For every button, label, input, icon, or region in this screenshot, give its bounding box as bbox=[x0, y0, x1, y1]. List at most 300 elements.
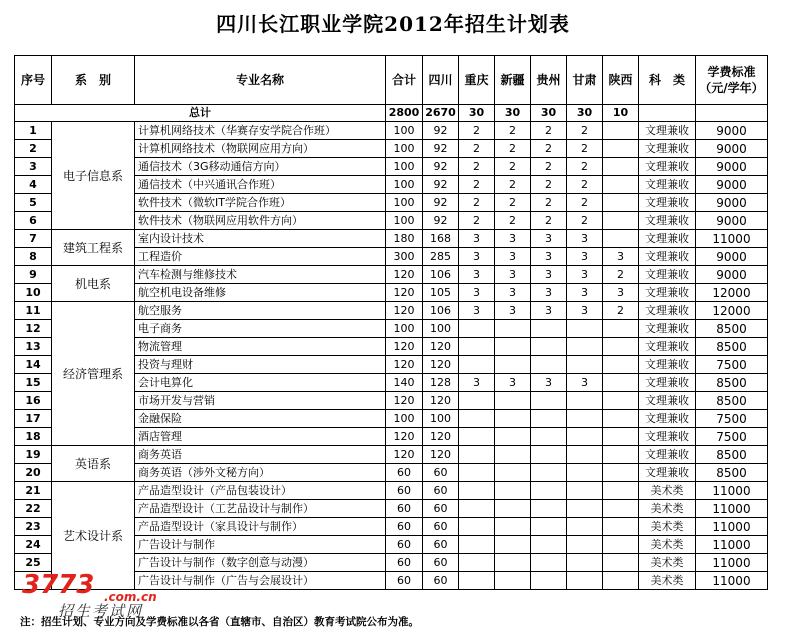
cell-major: 市场开发与营销 bbox=[135, 392, 386, 410]
cell-shaanxi bbox=[603, 410, 639, 428]
cell-guizhou: 2 bbox=[531, 122, 567, 140]
footnote: 注：招生计划、专业方向及学费标准以各省（直辖市、自治区）教育考试院公布为准。 bbox=[20, 616, 419, 628]
cell-major: 电子商务 bbox=[135, 320, 386, 338]
cell-fee: 7500 bbox=[696, 356, 768, 374]
cell-category: 文理兼收 bbox=[639, 122, 696, 140]
cell-shaanxi bbox=[603, 140, 639, 158]
table-row bbox=[15, 122, 768, 140]
cell-chongqing: 2 bbox=[459, 122, 495, 140]
cell-seq: 18 bbox=[15, 428, 52, 446]
cell-total: 120 bbox=[386, 356, 423, 374]
cell-chongqing: 3 bbox=[459, 374, 495, 392]
cell-guizhou bbox=[531, 482, 567, 500]
cell-gansu bbox=[567, 392, 603, 410]
cell-department: 建筑工程系 bbox=[52, 230, 135, 266]
enrollment-plan-table bbox=[14, 55, 768, 590]
cell-gansu bbox=[567, 536, 603, 554]
cell-seq: 8 bbox=[15, 248, 52, 266]
cell-sichuan: 106 bbox=[423, 302, 459, 320]
cell-seq: 21 bbox=[15, 482, 52, 500]
cell-total: 100 bbox=[386, 140, 423, 158]
cell-seq: 25 bbox=[15, 554, 52, 572]
cell-fee: 11000 bbox=[696, 230, 768, 248]
cell-fee: 11000 bbox=[696, 554, 768, 572]
header-major: 专业名称 bbox=[135, 56, 386, 105]
cell-sichuan: 100 bbox=[423, 320, 459, 338]
cell-major: 酒店管理 bbox=[135, 428, 386, 446]
cell-fee: 11000 bbox=[696, 482, 768, 500]
cell-shaanxi bbox=[603, 446, 639, 464]
cell-shaanxi: 2 bbox=[603, 302, 639, 320]
cell-sichuan: 92 bbox=[423, 122, 459, 140]
cell-gansu: 3 bbox=[567, 302, 603, 320]
cell-gansu: 2 bbox=[567, 158, 603, 176]
cell-fee: 9000 bbox=[696, 158, 768, 176]
cell-seq: 14 bbox=[15, 356, 52, 374]
cell-major: 航空服务 bbox=[135, 302, 386, 320]
table-row bbox=[15, 446, 768, 464]
header-sichuan: 四川 bbox=[423, 56, 459, 105]
cell-xinjiang: 3 bbox=[495, 302, 531, 320]
cell-sichuan: 92 bbox=[423, 194, 459, 212]
cell-total: 60 bbox=[386, 464, 423, 482]
cell-shaanxi bbox=[603, 176, 639, 194]
cell-guizhou bbox=[531, 536, 567, 554]
cell-xinjiang bbox=[495, 392, 531, 410]
cell-fee: 9000 bbox=[696, 266, 768, 284]
cell-xinjiang bbox=[495, 500, 531, 518]
cell-guizhou bbox=[531, 410, 567, 428]
cell-seq: 13 bbox=[15, 338, 52, 356]
cell-chongqing: 2 bbox=[459, 140, 495, 158]
cell-gansu bbox=[567, 572, 603, 590]
site-logo-watermark bbox=[22, 570, 94, 600]
cell-guizhou: 3 bbox=[531, 248, 567, 266]
header-seq: 序号 bbox=[15, 56, 52, 105]
cell-guizhou bbox=[531, 500, 567, 518]
cell-fee: 9000 bbox=[696, 212, 768, 230]
cell-chongqing: 3 bbox=[459, 230, 495, 248]
cell-chongqing bbox=[459, 536, 495, 554]
cell-category: 文理兼收 bbox=[639, 338, 696, 356]
cell-total: 120 bbox=[386, 284, 423, 302]
cell-seq: 5 bbox=[15, 194, 52, 212]
cell-xinjiang bbox=[495, 356, 531, 374]
cell-xinjiang bbox=[495, 446, 531, 464]
header-gansu: 甘肃 bbox=[567, 56, 603, 105]
header-total: 合计 bbox=[386, 56, 423, 105]
cell-total: 100 bbox=[386, 122, 423, 140]
total-guizhou: 30 bbox=[531, 105, 567, 122]
cell-seq: 22 bbox=[15, 500, 52, 518]
cell-chongqing bbox=[459, 518, 495, 536]
total-label: 总计 bbox=[15, 105, 386, 122]
cell-major: 产品造型设计（工艺品设计与制作） bbox=[135, 500, 386, 518]
table-row bbox=[15, 302, 768, 320]
table-row bbox=[15, 266, 768, 284]
cell-shaanxi bbox=[603, 482, 639, 500]
cell-xinjiang bbox=[495, 464, 531, 482]
cell-gansu bbox=[567, 446, 603, 464]
cell-sichuan: 128 bbox=[423, 374, 459, 392]
cell-chongqing bbox=[459, 446, 495, 464]
cell-major: 产品造型设计（家具设计与制作） bbox=[135, 518, 386, 536]
cell-guizhou bbox=[531, 446, 567, 464]
cell-category: 文理兼收 bbox=[639, 140, 696, 158]
cell-sichuan: 60 bbox=[423, 536, 459, 554]
cell-category: 文理兼收 bbox=[639, 356, 696, 374]
cell-xinjiang: 2 bbox=[495, 140, 531, 158]
cell-category: 文理兼收 bbox=[639, 194, 696, 212]
cell-seq: 9 bbox=[15, 266, 52, 284]
total-fee bbox=[696, 105, 768, 122]
cell-sichuan: 105 bbox=[423, 284, 459, 302]
cell-guizhou bbox=[531, 428, 567, 446]
cell-total: 60 bbox=[386, 572, 423, 590]
cell-department: 电子信息系 bbox=[52, 122, 135, 230]
cell-chongqing: 2 bbox=[459, 194, 495, 212]
cell-department: 英语系 bbox=[52, 446, 135, 482]
cell-chongqing: 2 bbox=[459, 158, 495, 176]
cell-chongqing bbox=[459, 356, 495, 374]
cell-seq: 16 bbox=[15, 392, 52, 410]
cell-chongqing: 2 bbox=[459, 176, 495, 194]
cell-shaanxi bbox=[603, 554, 639, 572]
cell-xinjiang: 2 bbox=[495, 212, 531, 230]
cell-gansu: 3 bbox=[567, 248, 603, 266]
cell-shaanxi bbox=[603, 464, 639, 482]
cell-sichuan: 168 bbox=[423, 230, 459, 248]
cell-seq: 6 bbox=[15, 212, 52, 230]
cell-major: 广告设计与制作 bbox=[135, 536, 386, 554]
table-header-row bbox=[15, 56, 768, 105]
cell-seq: 10 bbox=[15, 284, 52, 302]
cell-fee: 9000 bbox=[696, 194, 768, 212]
cell-gansu bbox=[567, 356, 603, 374]
cell-sichuan: 92 bbox=[423, 158, 459, 176]
cell-chongqing bbox=[459, 320, 495, 338]
cell-total: 60 bbox=[386, 554, 423, 572]
cell-seq: 17 bbox=[15, 410, 52, 428]
cell-seq: 2 bbox=[15, 140, 52, 158]
cell-fee: 8500 bbox=[696, 320, 768, 338]
cell-xinjiang bbox=[495, 572, 531, 590]
cell-major: 通信技术（3G移动通信方向） bbox=[135, 158, 386, 176]
cell-chongqing bbox=[459, 410, 495, 428]
cell-category: 文理兼收 bbox=[639, 158, 696, 176]
cell-chongqing bbox=[459, 482, 495, 500]
cell-category: 文理兼收 bbox=[639, 374, 696, 392]
cell-category: 美术类 bbox=[639, 500, 696, 518]
cell-total: 100 bbox=[386, 176, 423, 194]
header-fee: 学费标准（元/学年） bbox=[696, 56, 768, 105]
cell-category: 文理兼收 bbox=[639, 320, 696, 338]
cell-seq: 19 bbox=[15, 446, 52, 464]
cell-major: 广告设计与制作（数字创意与动漫） bbox=[135, 554, 386, 572]
cell-category: 文理兼收 bbox=[639, 302, 696, 320]
cell-fee: 11000 bbox=[696, 536, 768, 554]
cell-total: 60 bbox=[386, 482, 423, 500]
cell-xinjiang: 2 bbox=[495, 122, 531, 140]
cell-sichuan: 120 bbox=[423, 446, 459, 464]
cell-major: 软件技术（微软IT学院合作班） bbox=[135, 194, 386, 212]
cell-gansu bbox=[567, 428, 603, 446]
cell-total: 60 bbox=[386, 500, 423, 518]
cell-guizhou bbox=[531, 518, 567, 536]
cell-total: 120 bbox=[386, 302, 423, 320]
cell-xinjiang bbox=[495, 554, 531, 572]
cell-total: 120 bbox=[386, 392, 423, 410]
cell-guizhou bbox=[531, 338, 567, 356]
cell-xinjiang bbox=[495, 410, 531, 428]
cell-shaanxi bbox=[603, 428, 639, 446]
cell-major: 航空机电设备维修 bbox=[135, 284, 386, 302]
cell-fee: 11000 bbox=[696, 500, 768, 518]
cell-guizhou bbox=[531, 392, 567, 410]
cell-category: 文理兼收 bbox=[639, 248, 696, 266]
cell-total: 100 bbox=[386, 410, 423, 428]
table-row bbox=[15, 230, 768, 248]
cell-major: 软件技术（物联网应用软件方向） bbox=[135, 212, 386, 230]
cell-sichuan: 285 bbox=[423, 248, 459, 266]
cell-department: 艺术设计系 bbox=[52, 482, 135, 590]
cell-fee: 7500 bbox=[696, 410, 768, 428]
cell-gansu bbox=[567, 482, 603, 500]
cell-xinjiang: 3 bbox=[495, 284, 531, 302]
cell-seq: 24 bbox=[15, 536, 52, 554]
watermark-logo: 3773 bbox=[22, 570, 95, 600]
cell-major: 通信技术（中兴通讯合作班） bbox=[135, 176, 386, 194]
total-row bbox=[15, 105, 768, 122]
cell-seq: 15 bbox=[15, 374, 52, 392]
watermark-domain: .com.cn bbox=[104, 590, 157, 604]
header-dept: 系 别 bbox=[52, 56, 135, 105]
total-shaanxi: 10 bbox=[603, 105, 639, 122]
cell-fee: 8500 bbox=[696, 374, 768, 392]
cell-xinjiang: 2 bbox=[495, 176, 531, 194]
cell-shaanxi bbox=[603, 518, 639, 536]
cell-shaanxi: 3 bbox=[603, 284, 639, 302]
cell-xinjiang bbox=[495, 428, 531, 446]
cell-gansu: 2 bbox=[567, 212, 603, 230]
header-xinjiang: 新疆 bbox=[495, 56, 531, 105]
cell-major: 产品造型设计（产品包装设计） bbox=[135, 482, 386, 500]
cell-chongqing: 3 bbox=[459, 266, 495, 284]
cell-total: 120 bbox=[386, 266, 423, 284]
cell-fee: 7500 bbox=[696, 428, 768, 446]
cell-major: 工程造价 bbox=[135, 248, 386, 266]
cell-guizhou: 3 bbox=[531, 302, 567, 320]
cell-department: 经济管理系 bbox=[52, 302, 135, 446]
cell-fee: 11000 bbox=[696, 518, 768, 536]
cell-guizhou bbox=[531, 572, 567, 590]
cell-category: 文理兼收 bbox=[639, 428, 696, 446]
cell-guizhou: 3 bbox=[531, 266, 567, 284]
cell-sichuan: 60 bbox=[423, 518, 459, 536]
cell-sichuan: 120 bbox=[423, 356, 459, 374]
cell-department: 机电系 bbox=[52, 266, 135, 302]
total-total: 2800 bbox=[386, 105, 423, 122]
table-row bbox=[15, 482, 768, 500]
total-xinjiang: 30 bbox=[495, 105, 531, 122]
cell-fee: 12000 bbox=[696, 302, 768, 320]
total-category bbox=[639, 105, 696, 122]
cell-chongqing bbox=[459, 572, 495, 590]
cell-major: 会计电算化 bbox=[135, 374, 386, 392]
cell-shaanxi bbox=[603, 194, 639, 212]
cell-total: 180 bbox=[386, 230, 423, 248]
cell-major: 计算机网络技术（物联网应用方向） bbox=[135, 140, 386, 158]
cell-total: 120 bbox=[386, 338, 423, 356]
cell-gansu bbox=[567, 518, 603, 536]
cell-gansu: 2 bbox=[567, 176, 603, 194]
cell-chongqing: 3 bbox=[459, 302, 495, 320]
cell-shaanxi: 2 bbox=[603, 266, 639, 284]
cell-shaanxi bbox=[603, 392, 639, 410]
header-chongqing: 重庆 bbox=[459, 56, 495, 105]
cell-gansu bbox=[567, 338, 603, 356]
cell-total: 120 bbox=[386, 446, 423, 464]
cell-guizhou: 3 bbox=[531, 284, 567, 302]
cell-shaanxi bbox=[603, 356, 639, 374]
cell-chongqing bbox=[459, 392, 495, 410]
cell-total: 140 bbox=[386, 374, 423, 392]
cell-seq: 12 bbox=[15, 320, 52, 338]
cell-sichuan: 120 bbox=[423, 392, 459, 410]
cell-total: 60 bbox=[386, 536, 423, 554]
cell-category: 文理兼收 bbox=[639, 266, 696, 284]
cell-sichuan: 60 bbox=[423, 500, 459, 518]
cell-seq: 4 bbox=[15, 176, 52, 194]
cell-chongqing bbox=[459, 464, 495, 482]
cell-category: 文理兼收 bbox=[639, 176, 696, 194]
cell-gansu bbox=[567, 554, 603, 572]
cell-gansu bbox=[567, 320, 603, 338]
cell-category: 文理兼收 bbox=[639, 392, 696, 410]
cell-sichuan: 60 bbox=[423, 482, 459, 500]
cell-gansu: 3 bbox=[567, 230, 603, 248]
cell-fee: 12000 bbox=[696, 284, 768, 302]
cell-fee: 9000 bbox=[696, 248, 768, 266]
cell-guizhou: 3 bbox=[531, 230, 567, 248]
cell-gansu: 2 bbox=[567, 140, 603, 158]
cell-category: 文理兼收 bbox=[639, 464, 696, 482]
cell-sichuan: 60 bbox=[423, 554, 459, 572]
cell-gansu: 2 bbox=[567, 122, 603, 140]
cell-seq: 3 bbox=[15, 158, 52, 176]
cell-category: 文理兼收 bbox=[639, 230, 696, 248]
cell-shaanxi bbox=[603, 320, 639, 338]
cell-seq: 11 bbox=[15, 302, 52, 320]
cell-guizhou bbox=[531, 554, 567, 572]
cell-xinjiang bbox=[495, 518, 531, 536]
cell-category: 文理兼收 bbox=[639, 212, 696, 230]
cell-category: 文理兼收 bbox=[639, 410, 696, 428]
cell-category: 美术类 bbox=[639, 536, 696, 554]
cell-seq: 23 bbox=[15, 518, 52, 536]
cell-gansu bbox=[567, 500, 603, 518]
cell-seq: 1 bbox=[15, 122, 52, 140]
cell-total: 120 bbox=[386, 428, 423, 446]
cell-fee: 9000 bbox=[696, 140, 768, 158]
cell-total: 100 bbox=[386, 212, 423, 230]
cell-xinjiang bbox=[495, 338, 531, 356]
cell-shaanxi: 3 bbox=[603, 248, 639, 266]
cell-major: 室内设计技术 bbox=[135, 230, 386, 248]
cell-total: 100 bbox=[386, 320, 423, 338]
cell-xinjiang: 2 bbox=[495, 194, 531, 212]
cell-seq: 20 bbox=[15, 464, 52, 482]
cell-chongqing bbox=[459, 500, 495, 518]
cell-gansu bbox=[567, 410, 603, 428]
cell-chongqing bbox=[459, 554, 495, 572]
cell-fee: 8500 bbox=[696, 446, 768, 464]
cell-xinjiang bbox=[495, 320, 531, 338]
cell-sichuan: 92 bbox=[423, 176, 459, 194]
cell-sichuan: 120 bbox=[423, 338, 459, 356]
cell-major: 商务英语 bbox=[135, 446, 386, 464]
cell-major: 物流管理 bbox=[135, 338, 386, 356]
cell-shaanxi bbox=[603, 158, 639, 176]
cell-shaanxi bbox=[603, 338, 639, 356]
cell-major: 商务英语（涉外文秘方向） bbox=[135, 464, 386, 482]
cell-guizhou: 3 bbox=[531, 374, 567, 392]
cell-major: 投资与理财 bbox=[135, 356, 386, 374]
cell-chongqing bbox=[459, 338, 495, 356]
watermark-cn: 招生考试网 bbox=[58, 602, 144, 620]
cell-shaanxi bbox=[603, 122, 639, 140]
cell-xinjiang: 3 bbox=[495, 248, 531, 266]
cell-fee: 8500 bbox=[696, 464, 768, 482]
cell-chongqing: 3 bbox=[459, 248, 495, 266]
cell-sichuan: 106 bbox=[423, 266, 459, 284]
cell-fee: 9000 bbox=[696, 122, 768, 140]
cell-xinjiang: 2 bbox=[495, 158, 531, 176]
cell-category: 文理兼收 bbox=[639, 284, 696, 302]
cell-shaanxi bbox=[603, 536, 639, 554]
cell-gansu bbox=[567, 464, 603, 482]
cell-xinjiang bbox=[495, 536, 531, 554]
cell-sichuan: 92 bbox=[423, 140, 459, 158]
cell-xinjiang bbox=[495, 482, 531, 500]
cell-fee: 11000 bbox=[696, 572, 768, 590]
total-chongqing: 30 bbox=[459, 105, 495, 122]
total-sichuan: 2670 bbox=[423, 105, 459, 122]
cell-total: 100 bbox=[386, 158, 423, 176]
cell-sichuan: 120 bbox=[423, 428, 459, 446]
cell-gansu: 2 bbox=[567, 194, 603, 212]
cell-total: 100 bbox=[386, 194, 423, 212]
cell-total: 60 bbox=[386, 518, 423, 536]
cell-guizhou: 2 bbox=[531, 140, 567, 158]
header-category: 科 类 bbox=[639, 56, 696, 105]
cell-fee: 8500 bbox=[696, 338, 768, 356]
cell-gansu: 3 bbox=[567, 284, 603, 302]
cell-shaanxi bbox=[603, 374, 639, 392]
cell-chongqing: 3 bbox=[459, 284, 495, 302]
cell-category: 美术类 bbox=[639, 572, 696, 590]
cell-xinjiang: 3 bbox=[495, 230, 531, 248]
cell-major: 金融保险 bbox=[135, 410, 386, 428]
cell-fee: 9000 bbox=[696, 176, 768, 194]
cell-guizhou: 2 bbox=[531, 212, 567, 230]
cell-guizhou bbox=[531, 356, 567, 374]
cell-guizhou: 2 bbox=[531, 176, 567, 194]
cell-gansu: 3 bbox=[567, 266, 603, 284]
cell-major: 计算机网络技术（华赛存安学院合作班） bbox=[135, 122, 386, 140]
cell-category: 美术类 bbox=[639, 554, 696, 572]
header-guizhou: 贵州 bbox=[531, 56, 567, 105]
